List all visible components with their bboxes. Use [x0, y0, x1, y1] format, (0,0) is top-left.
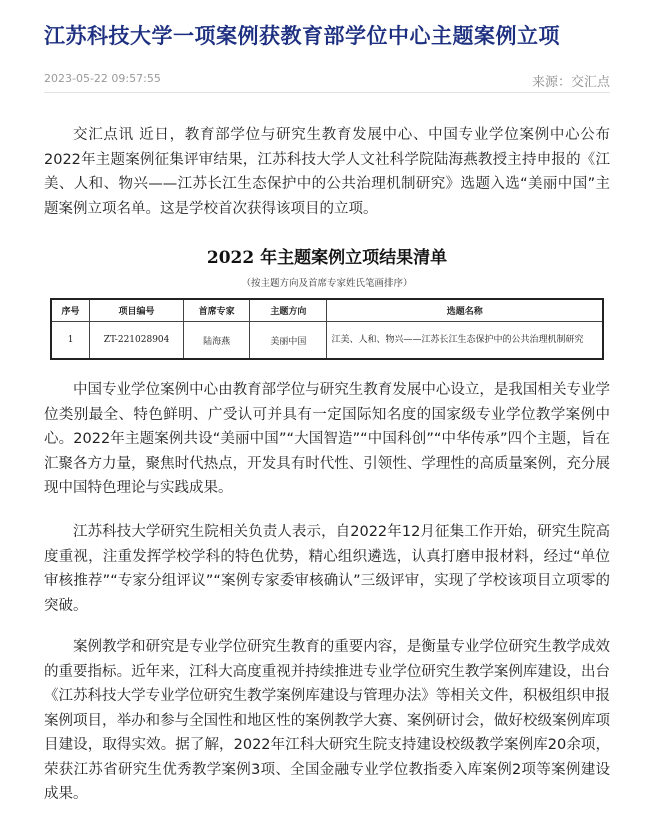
cell-topic: 江美、人和、物兴——江苏长江生态保护中的公共治理机制研究	[327, 322, 603, 360]
article-source: 来源：交汇点	[531, 75, 610, 90]
paragraph-center-intro: 中国专业学位案例中心由教育部学位与研究生教育发展中心设立，是我国相关专业学位类别最全、特色鲜明、广受认可并具有一定国际知名度的国家级专业学位教学案例中心。2022年主题案例共设“美丽中国”“大国智造”“中国科创”“中华传承”四个主题，旨在汇聚各方力量，聚焦时代热点，开发具有时代性、引领性、学理性的高质量案例，充分展现中国特色理论与实践成果。	[44, 382, 610, 496]
article-meta	[44, 70, 610, 93]
paragraph-case-teaching: 案例教学和研究是专业学位研究生教育的重要内容，是衡量专业学位研究生教学成效的重要指标。近年来，江科大高度重视并持续推进专业学位研究生教学案例库建设，出台《江苏科技大学专业学位研究生教学案例库建设与管理办法》等相关文件，积极组织申报案例项目，举办和参与全国性和地区性的案例教学大赛、案例研讨会，做好校级案例库项目建设，取得实效。据了解，2022年江科大研究生院支持建设校级教学案例库20余项，荣获江苏省研究生优秀教学案例3项、全国金融专业学位教指委入库案例2项等案例建设成果。	[44, 639, 610, 802]
header-topic: 选题名称	[327, 299, 603, 322]
figure-title: 2022 年主题案例立项结果清单	[206, 248, 448, 268]
header-project-id: 项目编号	[90, 299, 184, 322]
header-theme: 主题方向	[250, 299, 327, 322]
cell-theme: 美丽中国	[250, 322, 327, 360]
publish-date: 2023-05-22 09:57:55	[44, 72, 161, 85]
paragraph-intro: 交汇点讯 近日，教育部学位与研究生教育发展中心、中国专业学位案例中心公布2022年主题案例征集评审结果，江苏科技大学人文社科学院陆海燕教授主持申报的《江美、人和、物兴——江苏长江生态保护中的公共治理机制研究》选题入选“美丽中国”主题案例立项名单。这是学校首次获得该项目的立项。	[44, 127, 610, 217]
header-index: 序号	[51, 299, 90, 322]
article-title: 江苏科技大学一项案例获教育部学位中心主题案例立项	[44, 24, 560, 48]
paragraph-grad-school: 江苏科技大学研究生院相关负责人表示，自2022年12月征集工作开始，研究生院高度重视，注重发挥学校学科的特色优势，精心组织遴选，认真打磨申报材料，经过“单位审核推荐”“专家分组评议”“案例专家委审核确认”三级评审，实现了学校该项目立项零的突破。	[44, 524, 610, 614]
table-row	[51, 322, 603, 360]
cell-project-id: ZT-221028904	[90, 322, 184, 360]
result-list-figure	[44, 236, 610, 364]
cell-chief-expert: 陆海燕	[183, 322, 249, 360]
result-table	[50, 298, 604, 360]
cell-index: 1	[51, 322, 90, 360]
table-header-row	[51, 299, 603, 322]
figure-subtitle: （按主题方向及首席专家姓氏笔画排序）	[241, 278, 413, 289]
header-chief-expert: 首席专家	[183, 299, 249, 322]
